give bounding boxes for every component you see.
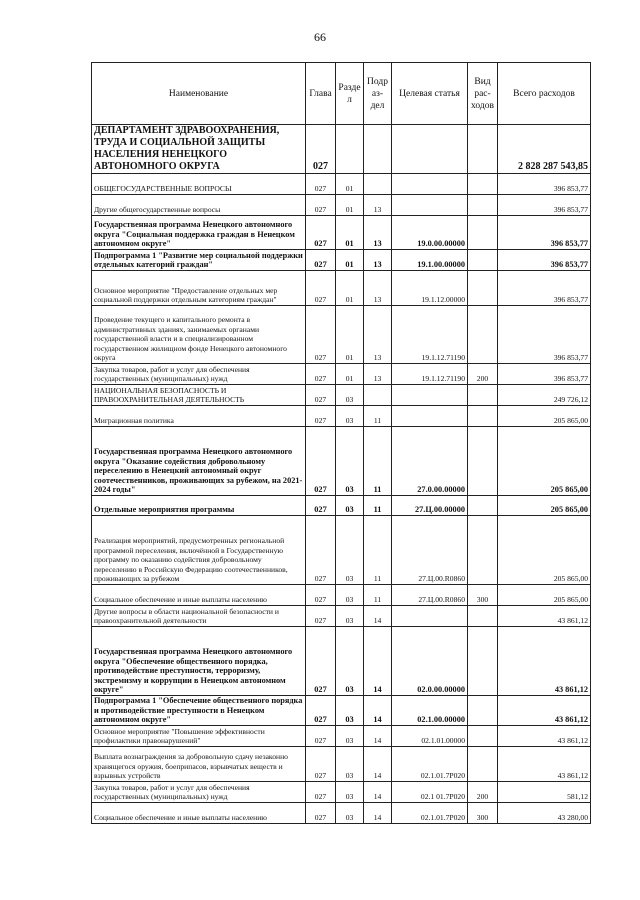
row-target-article: [392, 606, 468, 627]
row-expense-type: [468, 271, 498, 306]
row-target-article: [392, 174, 468, 195]
row-expense-type: [468, 496, 498, 516]
row-glava: 027: [306, 606, 336, 627]
row-target-article: [392, 385, 468, 406]
row-name: Социальное обеспечение и иные выплаты населению: [92, 802, 306, 823]
row-target-article: 19.1.12.71190: [392, 306, 468, 364]
row-razdel: 03: [336, 696, 364, 726]
row-glava: 027: [306, 781, 336, 802]
row-target-article: 27.Ц.00.R0860: [392, 585, 468, 606]
row-total: 43 861,12: [498, 725, 591, 746]
row-glava: 027: [306, 216, 336, 250]
row-name: Основное мероприятие "Предоставление отдельных мер социальной поддержки отдельным категориям граждан": [92, 271, 306, 306]
row-name: Закупка товаров, работ и услуг для обеспечения государственных (муниципальных) нужд: [92, 364, 306, 385]
table-row: [92, 174, 591, 195]
row-name: Государственная программа Ненецкого автономного округа "Оказание содействия добровольному переселению в Ненецкий автономный округ соотечественников, проживающих за рубежом, на 2021-2024 годы": [92, 427, 306, 496]
row-expense-type: [468, 125, 498, 174]
row-total: 43 861,12: [498, 746, 591, 781]
row-razdel: 01: [336, 306, 364, 364]
row-target-article: 02.1.00.00000: [392, 696, 468, 726]
row-target-article: 02.1.01.7Р020: [392, 802, 468, 823]
row-razdel: 03: [336, 746, 364, 781]
row-target-article: 27.0.00.00000: [392, 427, 468, 496]
row-total: 43 861,12: [498, 606, 591, 627]
row-total: 205 865,00: [498, 496, 591, 516]
row-target-article: 19.1.12.00000: [392, 271, 468, 306]
row-expense-type: [468, 250, 498, 271]
row-glava: 027: [306, 802, 336, 823]
row-name: ОБЩЕГОСУДАРСТВЕННЫЕ ВОПРОСЫ: [92, 174, 306, 195]
table-row: [92, 216, 591, 250]
row-podrazdel: 11: [364, 496, 392, 516]
row-target-article: 02.1.01.7Р020: [392, 746, 468, 781]
header-expense-type: Вид рас- ходов: [468, 63, 498, 125]
row-razdel: 03: [336, 516, 364, 585]
row-name: Подпрограмма 1 "Развитие мер социальной поддержки отдельных категорий граждан": [92, 250, 306, 271]
row-name: Выплата вознаграждения за добровольную сдачу незаконно хранящегося оружия, боеприпасов, взрывчатых веществ и взрывных устройств: [92, 746, 306, 781]
row-target-article: 27.Ц.00.00000: [392, 496, 468, 516]
row-podrazdel: 14: [364, 725, 392, 746]
row-total: 396 853,77: [498, 306, 591, 364]
table-row: [92, 250, 591, 271]
row-total: 205 865,00: [498, 427, 591, 496]
row-podrazdel: [364, 385, 392, 406]
table-row: [92, 364, 591, 385]
row-expense-type: [468, 216, 498, 250]
row-total: 396 853,77: [498, 216, 591, 250]
row-name: Другие вопросы в области национальной безопасности и правоохранительной деятельности: [92, 606, 306, 627]
row-razdel: 01: [336, 250, 364, 271]
row-podrazdel: [364, 174, 392, 195]
row-podrazdel: 14: [364, 746, 392, 781]
row-razdel: 01: [336, 364, 364, 385]
table-row: [92, 802, 591, 823]
row-podrazdel: 11: [364, 427, 392, 496]
row-name: Государственная программа Ненецкого автономного округа "Обеспечение общественного порядка, противодействие преступности, терроризму, экстремизму и коррупции в Ненецком автономном округе": [92, 627, 306, 696]
table-row: [92, 781, 591, 802]
row-target-article: 19.1.00.00000: [392, 250, 468, 271]
row-razdel: 01: [336, 195, 364, 216]
row-razdel: 03: [336, 585, 364, 606]
row-podrazdel: 14: [364, 781, 392, 802]
row-total: 249 726,12: [498, 385, 591, 406]
row-podrazdel: 11: [364, 516, 392, 585]
row-razdel: 03: [336, 725, 364, 746]
row-podrazdel: 14: [364, 802, 392, 823]
row-glava: 027: [306, 585, 336, 606]
row-razdel: 03: [336, 781, 364, 802]
table-row: [92, 725, 591, 746]
table-row: [92, 516, 591, 585]
table-row: [92, 125, 591, 174]
row-name: Подпрограмма 1 "Обеспечение общественного порядка и противодействие преступности в Ненецком автономном округе": [92, 696, 306, 726]
row-glava: 027: [306, 306, 336, 364]
row-glava: 027: [306, 125, 336, 174]
row-name: Проведение текущего и капитального ремонта в административных зданиях, занимаемых органами государственной власти и в специализированном государственном жилищном фонде Ненецкого автономного округа: [92, 306, 306, 364]
row-glava: 027: [306, 250, 336, 271]
row-glava: 027: [306, 427, 336, 496]
row-glava: 027: [306, 496, 336, 516]
row-total: 43 861,12: [498, 696, 591, 726]
row-glava: 027: [306, 271, 336, 306]
row-razdel: 03: [336, 427, 364, 496]
row-total: 396 853,77: [498, 195, 591, 216]
table-header-row: [92, 63, 591, 125]
row-name: Основное мероприятие "Повышение эффективности профилактики правонарушений": [92, 725, 306, 746]
row-razdel: [336, 125, 364, 174]
table-row: [92, 496, 591, 516]
row-razdel: 01: [336, 216, 364, 250]
row-expense-type: [468, 696, 498, 726]
row-name: Миграционная политика: [92, 406, 306, 427]
row-name: Государственная программа Ненецкого автономного округа "Социальная поддержка граждан в Ненецком автономном округе": [92, 216, 306, 250]
row-target-article: 19.1.12.71190: [392, 364, 468, 385]
row-total: 205 865,00: [498, 585, 591, 606]
row-podrazdel: 13: [364, 306, 392, 364]
row-podrazdel: 13: [364, 195, 392, 216]
budget-table: [91, 62, 591, 824]
row-glava: 027: [306, 627, 336, 696]
row-glava: 027: [306, 385, 336, 406]
row-podrazdel: [364, 125, 392, 174]
row-total: 205 865,00: [498, 516, 591, 585]
row-expense-type: [468, 627, 498, 696]
row-glava: 027: [306, 725, 336, 746]
row-podrazdel: 11: [364, 585, 392, 606]
row-name: Закупка товаров, работ и услуг для обеспечения государственных (муниципальных) нужд: [92, 781, 306, 802]
row-razdel: 03: [336, 496, 364, 516]
row-expense-type: [468, 195, 498, 216]
row-razdel: 03: [336, 802, 364, 823]
table-row: [92, 195, 591, 216]
row-total: 396 853,77: [498, 271, 591, 306]
row-expense-type: [468, 606, 498, 627]
row-expense-type: [468, 406, 498, 427]
row-target-article: 02.1.01.00000: [392, 725, 468, 746]
row-razdel: 01: [336, 271, 364, 306]
row-total: 205 865,00: [498, 406, 591, 427]
row-expense-type: 300: [468, 585, 498, 606]
header-target-article: Целевая статья: [392, 63, 468, 125]
row-podrazdel: 13: [364, 271, 392, 306]
table-row: [92, 306, 591, 364]
row-podrazdel: 14: [364, 627, 392, 696]
table-row: [92, 427, 591, 496]
row-total: 43 861,12: [498, 627, 591, 696]
page-number: 66: [314, 30, 326, 44]
row-total: 396 853,77: [498, 364, 591, 385]
header-name: Наименование: [92, 63, 306, 125]
row-expense-type: [468, 427, 498, 496]
row-total: 43 280,00: [498, 802, 591, 823]
row-razdel: 01: [336, 174, 364, 195]
table-row: [92, 385, 591, 406]
table-row: [92, 746, 591, 781]
table-row: [92, 406, 591, 427]
row-total: 396 853,77: [498, 174, 591, 195]
row-name: НАЦИОНАЛЬНАЯ БЕЗОПАСНОСТЬ И ПРАВООХРАНИТЕЛЬНАЯ ДЕЯТЕЛЬНОСТЬ: [92, 385, 306, 406]
row-glava: 027: [306, 696, 336, 726]
row-glava: 027: [306, 516, 336, 585]
row-target-article: [392, 406, 468, 427]
row-name: Отдельные мероприятия программы: [92, 496, 306, 516]
row-target-article: 19.0.00.00000: [392, 216, 468, 250]
row-target-article: [392, 125, 468, 174]
row-expense-type: [468, 385, 498, 406]
row-expense-type: [468, 306, 498, 364]
row-total: 2 828 287 543,85: [498, 125, 591, 174]
row-target-article: 02.1 01.7Р020: [392, 781, 468, 802]
header-podrazdel: Подр аз- дел: [364, 63, 392, 125]
row-name: Другие общегосударственные вопросы: [92, 195, 306, 216]
row-podrazdel: 13: [364, 364, 392, 385]
row-expense-type: 200: [468, 781, 498, 802]
row-expense-type: [468, 725, 498, 746]
row-podrazdel: 13: [364, 216, 392, 250]
table-row: [92, 585, 591, 606]
table-row: [92, 696, 591, 726]
row-razdel: 03: [336, 627, 364, 696]
table-row: [92, 271, 591, 306]
row-podrazdel: 13: [364, 250, 392, 271]
row-expense-type: [468, 746, 498, 781]
header-total: Всего расходов: [498, 63, 591, 125]
row-expense-type: 200: [468, 364, 498, 385]
table-row: [92, 606, 591, 627]
header-glava: Глава: [306, 63, 336, 125]
row-glava: 027: [306, 174, 336, 195]
row-razdel: 03: [336, 385, 364, 406]
row-razdel: 03: [336, 606, 364, 627]
row-razdel: 03: [336, 406, 364, 427]
row-expense-type: [468, 174, 498, 195]
row-expense-type: [468, 516, 498, 585]
row-name: ДЕПАРТАМЕНТ ЗДРАВООХРАНЕНИЯ, ТРУДА И СОЦИАЛЬНОЙ ЗАЩИТЫ НАСЕЛЕНИЯ НЕНЕЦКОГО АВТОНОМНОГО ОКРУГА: [92, 125, 306, 174]
row-podrazdel: 14: [364, 696, 392, 726]
row-glava: 027: [306, 746, 336, 781]
row-name: Реализация мероприятий, предусмотренных региональной программой переселения, включённой в Государственную программу по оказанию содействия добровольному переселению в Российскую Федерацию соотечественников, проживающих за рубежом: [92, 516, 306, 585]
row-expense-type: 300: [468, 802, 498, 823]
row-glava: 027: [306, 195, 336, 216]
table-body: [92, 125, 591, 824]
row-glava: 027: [306, 364, 336, 385]
row-podrazdel: 14: [364, 606, 392, 627]
row-target-article: 02.0.00.00000: [392, 627, 468, 696]
row-target-article: 27.Ц.00.R0860: [392, 516, 468, 585]
row-name: Социальное обеспечение и иные выплаты населению: [92, 585, 306, 606]
row-total: 396 853,77: [498, 250, 591, 271]
table-row: [92, 627, 591, 696]
row-total: 581,12: [498, 781, 591, 802]
row-glava: 027: [306, 406, 336, 427]
row-target-article: [392, 195, 468, 216]
header-razdel: Разде л: [336, 63, 364, 125]
row-podrazdel: 11: [364, 406, 392, 427]
